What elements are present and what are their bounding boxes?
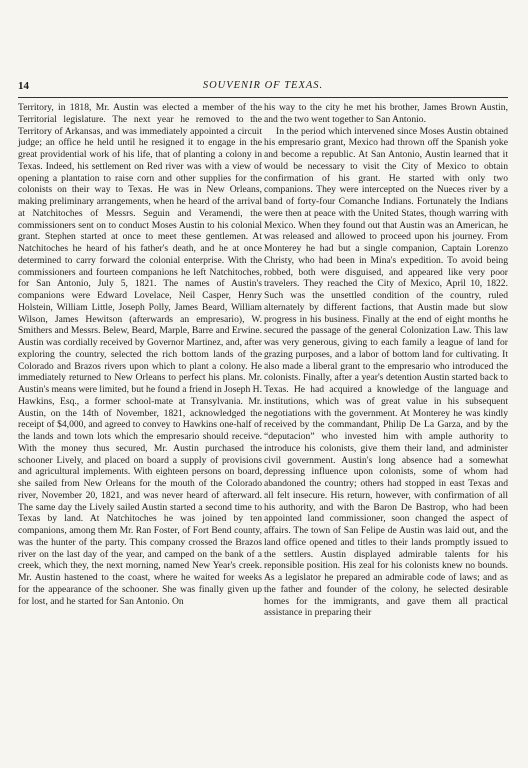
page-header [18, 78, 508, 98]
header-rule [18, 97, 508, 98]
left-column [18, 102, 262, 607]
page-number: 14 [18, 80, 29, 92]
right-paragraph-2: In the period which intervened since Moses Austin obtained his empresario grant, Mexico had thrown off the Spanish yoke and become a republic. At San Antonio, Austin learned that it would be necessary to visit the City of Mexico to obtain confirmation of his grant. He started with only two companions. They were intercepted on the Nueces river by a band of forty-four Comanche Indians. Fortunately the Indians were then at peace with the United States, though warring with Mexico. When they found out that Austin was an American, he was released and allowed to proceed upon his journey. From Monterey he had but a single companion, Captain Lorenzo Christy, who had been in Mina's expedition. To avoid being robbed, both were disguised, and appeared like very poor travelers. They reached the City of Mexico, April 10, 1822. Such was the unsettled condition of the country, ruled alternately by different factions, that Austin made but slow progress in his business. Finally at the end of eight months he secured the passage of the general Colonization Law. This law was very generous, giving to each family a league of land for grazing purposes, and a labor of bottom land for cultivating. It also made a liberal grant to the empresario who introduced the colonists. Finally, after a year's detention Austin started back to Texas. He had acquired a knowledge of the language and institutions, which was of great value in his subsequent negotiations with the government. At Monterey he was kindly received by the commandant, Philip De La Garza, and by the “deputacion” who invested him with ample authority to introduce his colonists, give them their land, and administer civil government. Austin's long absence had a somewhat depressing influence upon colonists, some of whom had abandoned the country; others had stopped in east Texas and all felt insecure. His return, however, with confirmation of all his authority, and with the Baron De Bastrop, who had been appointed land commissioner, soon changed the aspect of affairs. The town of San Felipe de Austin was laid out, and the land office opened and titles to their lands promptly issued to the settlers. Austin displayed admirable talents for his reponsible position. His zeal for his colonists knew no bounds. As a legislator he prepared an admirable code of laws; and as the father and founder of the colony, he selected desirable homes for the immigrants, and gave them all practical assistance in preparing their [264, 125, 508, 619]
right-paragraph-1: his way to the city he met his brother, James Brown Austin, and the two went together to San Antonio. [264, 102, 508, 125]
left-paragraph-1: Territory, in 1818, Mr. Austin was elected a member of the Territorial legislature. The next year he removed to the Territory of Arkansas, and was immediately appointed a circuit judge; an office he held until he resigned it to engage in the great providential work of his life, that of planting a colony in Texas. Indeed, his settlement on Red river was with a view of opening a plantation to raise corn and other supplies for the colonists on their way to Texas. He was in New Orleans, making preliminary arrangements, when he heard of the arrival at Natchitoches of Messrs. Seguin and Veramendi, the commissioners sent on to conduct Moses Austin to his colonial grant. Stephen started at once to meet these gentlemen. At Natchitoches he heard of his father's death, and he at once determined to carry forward the colonial enterprise. With the commissioners and fourteen companions he left Natchitoches, for San Antonio, July 5, 1821. The names of Austin's companions were Edward Lovelace, Neil Casper, Henry Holstein, William Little, Joseph Polly, James Beard, William Wilson, James Hewitson (afterwards an empresario), W. Smithers and Messrs. Belew, Beard, Marple, Barre and Erwine. Austin was cordially received by Governor Martinez, and, after exploring the country, selected the rich bottom lands of the Colorado and Brazos rivers upon which to plant a colony. He immediately returned to New Orleans to perfect his plans. Mr. Austin's means were limited, but he found a friend in Joseph H. Hawkins, Esq., a former school-mate at Transylvania. Mr. Austin, on the 14th of November, 1821, acknowledged the receipt of $4,000, and agreed to convey to Hawkins one-half of the lands and town lots which the empresario should receive. With the money thus secured, Mr. Austin purchased the schooner Lively, and placed on board a supply of provisions and agricultural implements. With eighteen persons on board, she sailed from New Orleans for the mouth of the Colorado river, November 20, 1821, and was never heard of afterward. The same day the Lively sailed Austin started a second time to Texas by land. At Natchitoches he was joined by ten companions, among them Mr. Ran Foster, of Fort Bend county, was the hunter of the party. This company crossed the Brazos river on the last day of the year, and camped on the bank of a creek, which they, the next morning, named New Year's creek. Mr. Austin hastened to the coast, where he waited for weeks for the appearance of the schooner. She was finally given up for lost, and he started for San Antonio. On [18, 102, 262, 607]
right-column [264, 102, 508, 619]
running-title: SOUVENIR OF TEXAS. [202, 80, 324, 91]
